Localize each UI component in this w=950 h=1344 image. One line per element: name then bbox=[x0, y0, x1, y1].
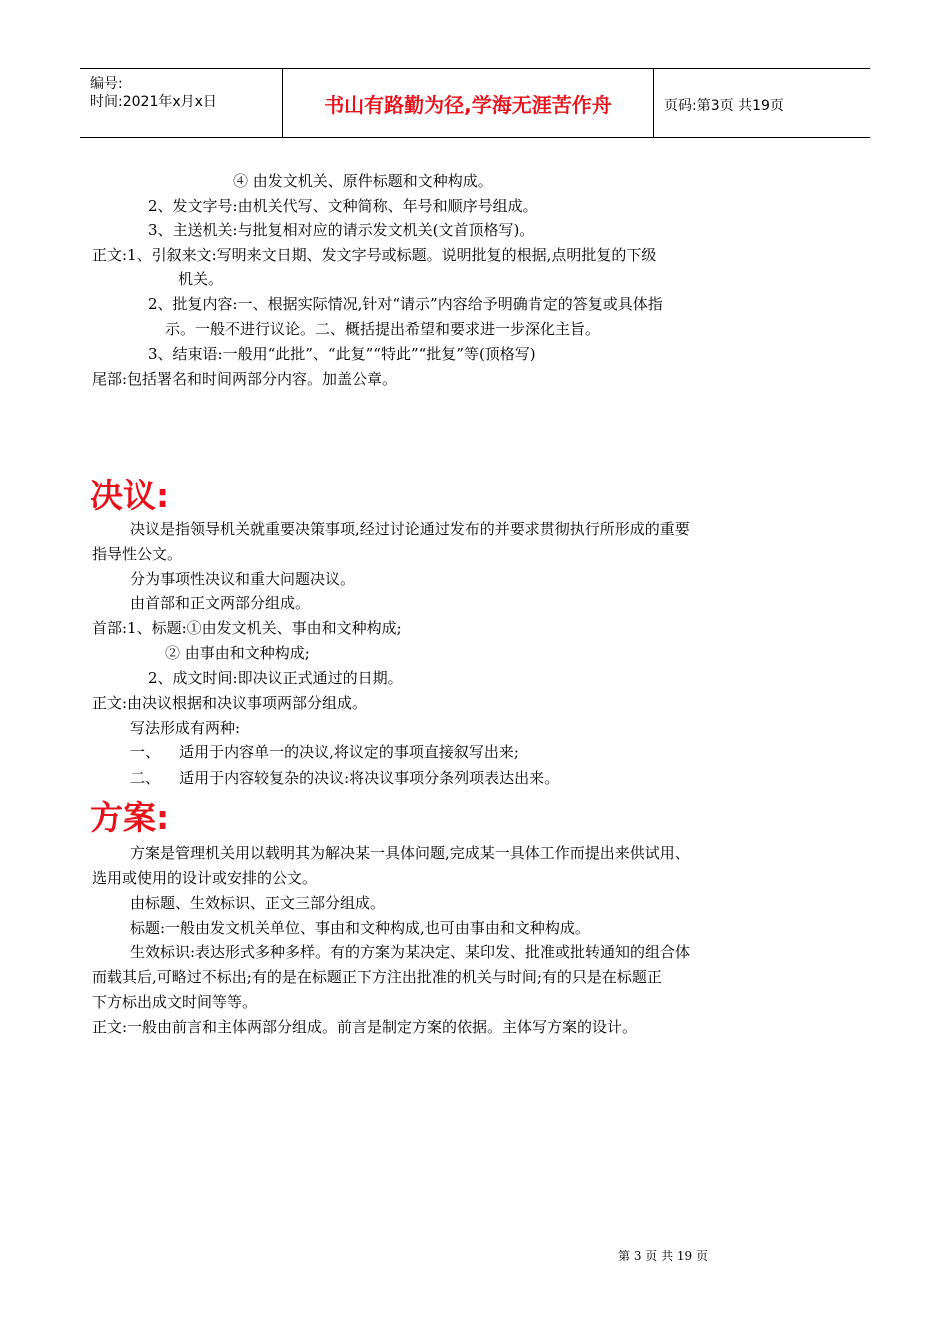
body-line: 尾部:包括署名和时间两部分内容。加盖公章。 bbox=[92, 370, 398, 388]
body-line: 分为事项性决议和重大问题决议。 bbox=[130, 570, 356, 588]
body-line: 正文:由决议根据和决议事项两部分组成。 bbox=[92, 694, 368, 712]
body-line: ④ 由发文机关、原件标题和文种构成。 bbox=[233, 172, 493, 190]
heading-plan: 方案: bbox=[90, 798, 170, 837]
body-line: 示。一般不进行议论。二、概括提出希望和要求进一步深化主旨。 bbox=[165, 320, 601, 338]
body-line: 正文:一般由前言和主体两部分组成。前言是制定方案的依据。主体写方案的设计。 bbox=[92, 1018, 638, 1036]
body-line: 2、批复内容:一、根据实际情况,针对“请示”内容给予明确肯定的答复或具体指 bbox=[148, 295, 663, 313]
body-line: 机关。 bbox=[178, 270, 224, 288]
body-line: 首部:1、标题:①由发文机关、事由和文种构成; bbox=[92, 619, 402, 637]
page-label: 页码:第3页 共19页 bbox=[664, 98, 784, 114]
list-item: 一、 适用于内容单一的决议,将议定的事项直接叙写出来; bbox=[130, 743, 519, 761]
body-line: 由标题、生效标识、正文三部分组成。 bbox=[130, 894, 386, 912]
body-line: 下方标出成文时间等等。 bbox=[92, 993, 258, 1011]
body-line: 由首部和正文两部分组成。 bbox=[130, 594, 311, 612]
body-line: ② 由事由和文种构成; bbox=[165, 644, 310, 662]
body-line: 标题:一般由发文机关单位、事由和文种构成,也可由事由和文种构成。 bbox=[130, 919, 590, 937]
body-line: 生效标识:表达形式多种多样。有的方案为某决定、某印发、批准或批转通知的组合体 bbox=[130, 943, 691, 961]
heading-resolution: 决议: bbox=[90, 476, 170, 515]
page-footer: 第 3 页 共 19 页 bbox=[618, 1249, 708, 1263]
body-line: 决议是指领导机关就重要决策事项,经过讨论通过发布的并要求贯彻执行所形成的重要 bbox=[130, 520, 690, 538]
header-meta-cell bbox=[80, 69, 283, 137]
body-line: 2、发文字号:由机关代写、文种简称、年号和顺序号组成。 bbox=[148, 197, 538, 215]
body-line: 写法形成有两种: bbox=[130, 719, 241, 737]
motto: 书山有路勤为径,学海无涯苦作舟 bbox=[283, 69, 654, 137]
body-line: 选用或使用的设计或安排的公文。 bbox=[92, 869, 318, 887]
number-label: 编号: bbox=[90, 76, 123, 92]
list-item: 二、 适用于内容较复杂的决议:将决议事项分条列项表达出来。 bbox=[130, 769, 560, 787]
body-line: 而载其后,可略过不标出;有的是在标题正下方注出批准的机关与时间;有的只是在标题正 bbox=[92, 968, 662, 986]
body-line: 方案是管理机关用以载明其为解决某一具体问题,完成某一具体工作而提出来供试用、 bbox=[130, 844, 690, 862]
time-label: 时间:2021年x月x日 bbox=[90, 94, 217, 110]
header-table bbox=[80, 68, 870, 138]
body-line: 3、结束语:一般用“此批”、“此复”“特此”“批复”等(顶格写) bbox=[148, 345, 536, 363]
body-line: 指导性公文。 bbox=[92, 545, 183, 563]
body-line: 2、成文时间:即决议正式通过的日期。 bbox=[148, 669, 403, 687]
body-line: 3、主送机关:与批复相对应的请示发文机关(文首顶格写)。 bbox=[148, 221, 535, 239]
body-line: 正文:1、引叙来文:写明来文日期、发文字号或标题。说明批复的根据,点明批复的下级 bbox=[92, 246, 657, 264]
